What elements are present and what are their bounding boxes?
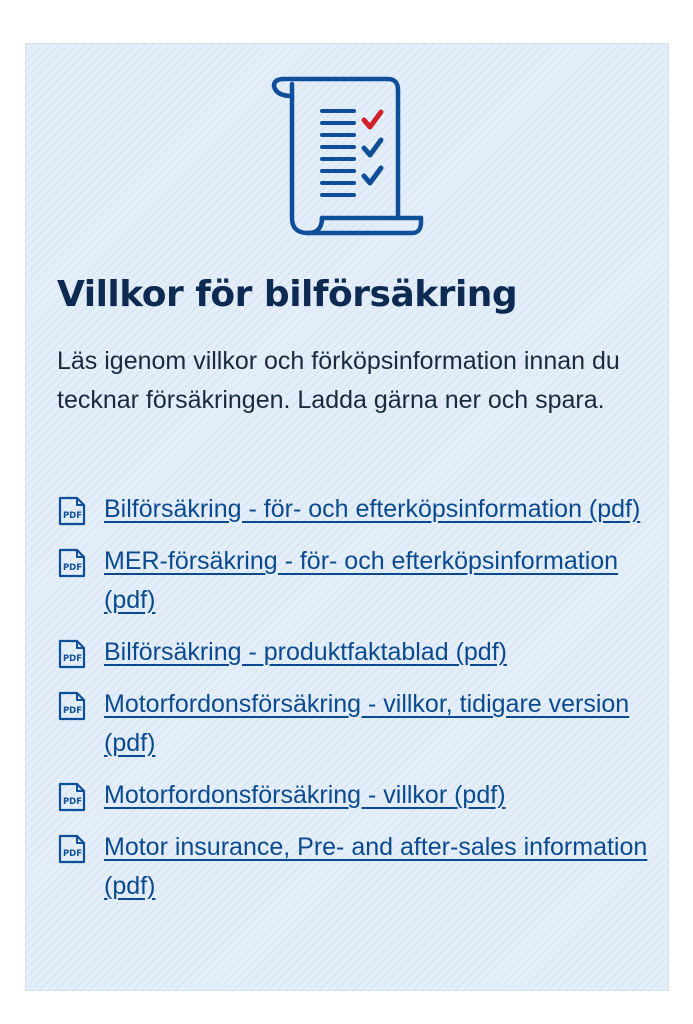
list-item [57,490,657,529]
svg-text:PDF: PDF [62,654,83,664]
list-item [57,828,657,906]
pdf-icon [57,548,87,578]
checklist-scroll-icon [270,76,424,238]
pdf-icon [57,496,87,526]
link-motorfordon-villkor-tidigare[interactable]: Motorfordonsförsäkring - villkor, tidigare version (pdf) [104,690,630,757]
svg-text:PDF: PDF [62,511,83,521]
list-item [57,633,657,672]
pdf-icon [57,834,87,864]
intro-text: Läs igenom villkor och förköpsinformation innan du tecknar försäkringen. Ladda gärna ner och spara. [57,347,620,414]
link-bilforsakring-produktfaktablad[interactable]: Bilförsäkring - produktfaktablad (pdf) [104,638,507,666]
link-motor-insurance-information[interactable]: Motor insurance, Pre- and after-sales information (pdf) [104,833,648,900]
svg-text:PDF: PDF [62,706,83,716]
link-mer-forsakring-information[interactable]: MER-försäkring - för- och efterköpsinformation (pdf) [104,547,619,614]
svg-text:PDF: PDF [62,563,83,573]
pdf-icon [57,639,87,669]
list-item [57,776,657,815]
svg-text:PDF: PDF [62,849,83,859]
section-title: Villkor för bilförsäkring [57,274,518,315]
list-item [57,685,657,763]
pdf-icon [57,782,87,812]
pdf-icon [57,691,87,721]
terms-card [25,43,669,991]
svg-text:PDF: PDF [62,797,83,807]
list-item [57,542,657,620]
document-link-list [57,490,657,919]
link-motorfordon-villkor[interactable]: Motorfordonsförsäkring - villkor (pdf) [104,781,506,809]
link-bilforsakring-information[interactable]: Bilförsäkring - för- och efterköpsinformation (pdf) [104,495,641,523]
